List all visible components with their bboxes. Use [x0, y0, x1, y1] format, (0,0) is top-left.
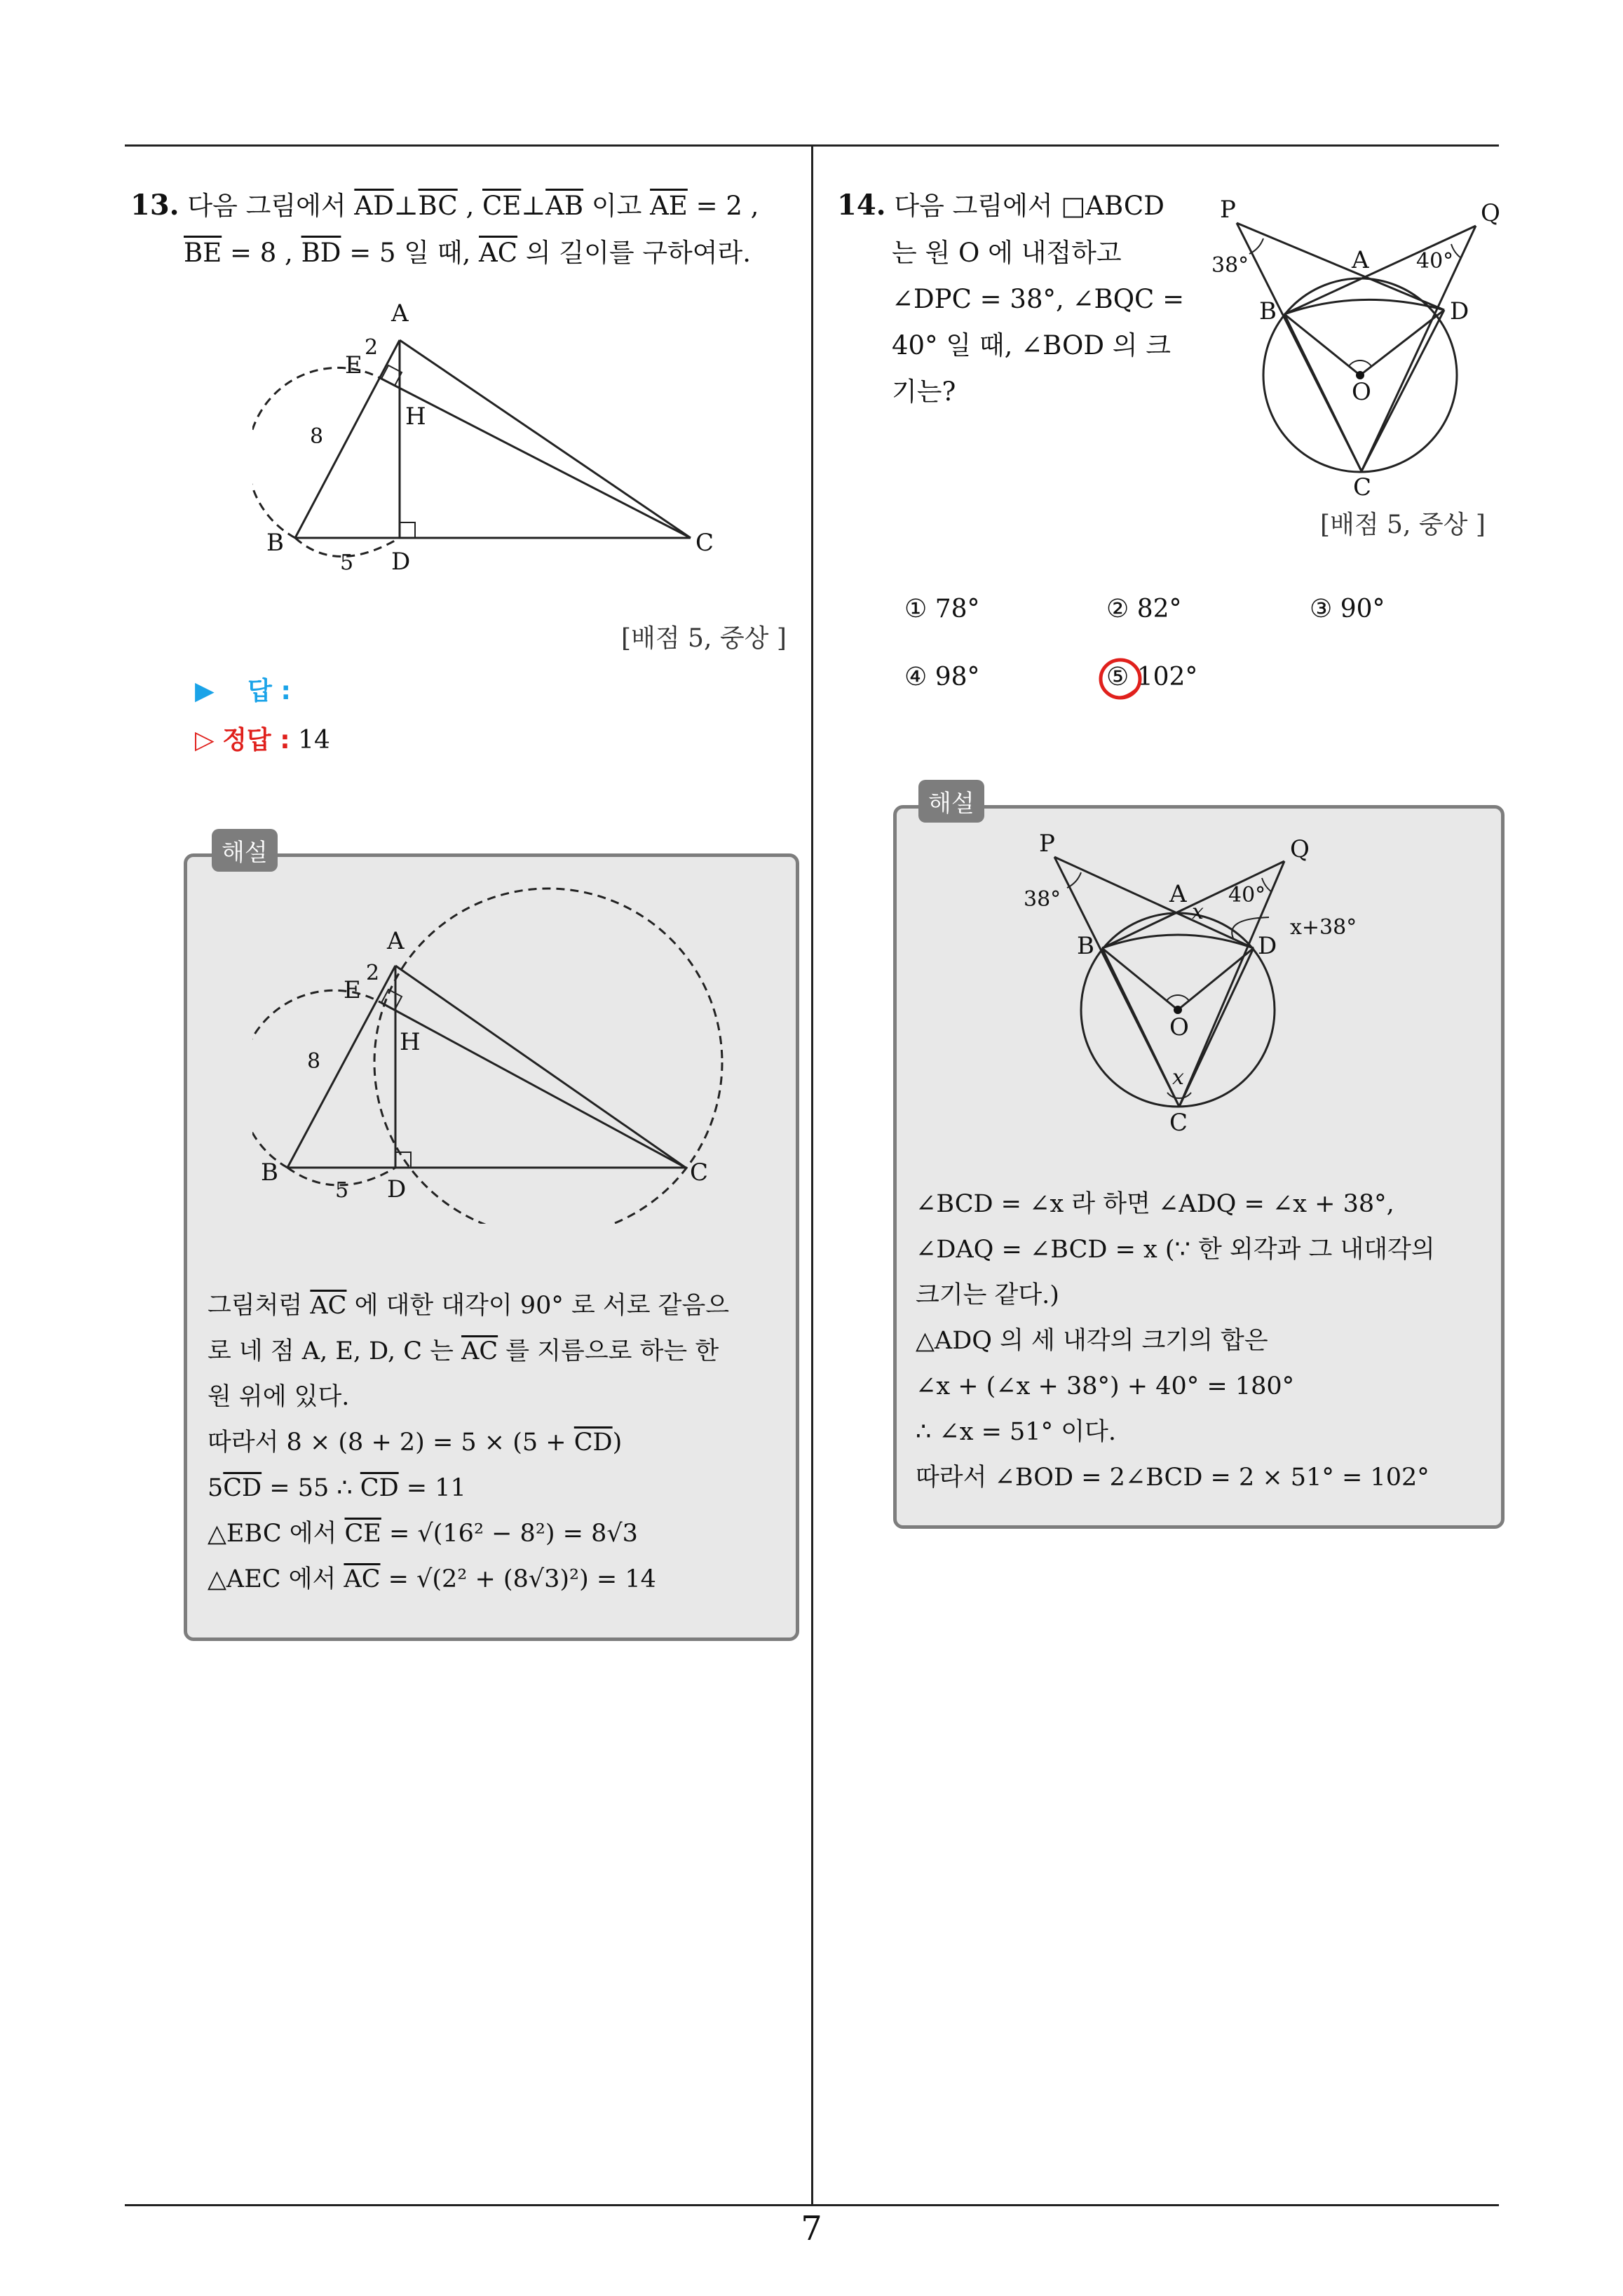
q14-line1: 14. 다음 그림에서 □ABCD	[837, 189, 1164, 222]
q14-label-a: A	[1352, 246, 1369, 274]
q13-sol-line5: $5\overline{CD} = 55$ ∴ $\overline{CD} = 11$	[208, 1474, 466, 1502]
q13-label-2: 2	[365, 335, 379, 360]
q13-sol-circle	[374, 889, 722, 1224]
q13-sol-label-e: E	[344, 976, 361, 1004]
q13-number: 13.	[130, 189, 179, 222]
q13-line2: $\overline{BE} = 8$ , $\overline{BD} = 5$ 일 때, $\overline{AC}$ 의 길이를 구하여라.	[184, 238, 752, 268]
q13-sol-label-c: C	[690, 1159, 709, 1187]
q14-sol-label-x38: x+38°	[1290, 915, 1357, 940]
q14-sol-label-o: O	[1169, 1013, 1189, 1041]
q14-label-o: O	[1352, 378, 1371, 406]
q14-line2: 는 원 O 에 내접하고	[892, 238, 1122, 268]
q13-segment-ac	[400, 340, 691, 538]
q14-number: 14.	[837, 189, 886, 222]
q13-sol-segment-ac	[395, 966, 686, 1168]
q13-answer-label: 답 :	[247, 677, 291, 705]
q13-solution-figure	[252, 873, 757, 1224]
q14-choice-4[interactable]: ④ 98°	[904, 663, 980, 691]
q14-choice-3[interactable]: ③ 90°	[1310, 595, 1385, 623]
q14-sol-line1: ∠BCD = ∠x 라 하면 ∠ADQ = ∠x + 38°,	[916, 1190, 1394, 1218]
q14-sol-line2: ∠DAQ = ∠BCD = x (∵ 한 외각과 그 내대각의	[916, 1236, 1435, 1264]
answer-arrow-icon: ▶	[195, 677, 215, 705]
q14-label-40: 40°	[1416, 249, 1454, 274]
q13-sol-line3: 원 위에 있다.	[208, 1383, 350, 1411]
q13-label-d: D	[391, 548, 411, 576]
q13-label-e: E	[345, 351, 362, 379]
q14-sol-line6: ∴ ∠x = 51° 이다.	[916, 1418, 1116, 1446]
q14-sol-line4: △ADQ 의 세 내각의 크기의 합은	[916, 1327, 1268, 1355]
q13-sol-arc-left	[252, 990, 381, 1168]
q13-sol-label-d: D	[387, 1175, 407, 1203]
q14-score-tag: [배점 5, 중상 ]	[1320, 511, 1486, 539]
q14-sol-angle-mark-o	[1167, 995, 1189, 1001]
q13-line1: 13. 다음 그림에서 $\overline{AD}\perp\overline{BC}$ , $\overline{CE}\perp\overline{AB}$ 이고 $\overline{AE} = 2$ ,	[130, 189, 759, 222]
q14-segment-bo	[1284, 314, 1360, 375]
q14-sol-label-38: 38°	[1024, 887, 1061, 912]
q13-sol-label-h: H	[400, 1028, 421, 1056]
page-number: 7	[801, 2209, 822, 2248]
q13-sol-label-8: 8	[307, 1049, 321, 1074]
q14-choice-1[interactable]: ① 78°	[904, 595, 980, 623]
q13-sol-label-5: 5	[335, 1178, 349, 1203]
q13-label-a: A	[391, 299, 409, 327]
q13-sol-line1: 그림처럼 $\overline{AC}$ 에 대한 대각이 90° 로 서로 같음으	[208, 1292, 730, 1320]
q13-label-8: 8	[310, 424, 324, 449]
q13-answer-row	[195, 671, 291, 707]
bottom-rule	[125, 2204, 1499, 2206]
q14-choice-5[interactable]: ⑤ 102°	[1106, 663, 1198, 691]
q13-sol-label-a: A	[387, 927, 405, 955]
q13-right-angle-d	[400, 522, 415, 538]
q13-label-b: B	[266, 529, 284, 557]
q14-line3: ∠DPC = 38°, ∠BQC =	[892, 284, 1185, 314]
q14-sol-label-p: P	[1039, 830, 1055, 858]
q13-sol-line2: 로 네 점 A, E, D, C 는 $\overline{AC}$ 를 지름으로 하는 한	[208, 1337, 719, 1365]
q14-segment-do	[1360, 310, 1444, 375]
q14-sol-label-a: A	[1169, 880, 1187, 908]
q14-sol-line3: 크기는 같다.)	[916, 1281, 1059, 1309]
correct-arrow-icon: ▷	[195, 726, 215, 755]
q14-solution-figure	[1024, 828, 1416, 1136]
q14-label-p: P	[1220, 196, 1236, 224]
q14-line4: 40° 일 때, ∠BOD 의 크	[892, 330, 1171, 360]
q13-sol-line4: 따라서 $8 \times (8 + 2) = 5 \times (5 + \overline{CD})$	[208, 1429, 623, 1457]
q13-correct-label: 정답 :	[222, 726, 290, 755]
q14-label-d: D	[1450, 297, 1469, 325]
q14-sol-label-x-bottom: x	[1172, 1065, 1184, 1090]
q14-label-b: B	[1259, 297, 1277, 325]
q13-sol-segment-ce	[381, 1003, 686, 1168]
q14-label-38: 38°	[1211, 253, 1249, 278]
q13-correct-value: 14	[298, 726, 330, 755]
q14-sol-label-c: C	[1169, 1109, 1188, 1136]
q13-correct-row	[195, 720, 330, 756]
q14-choice-2[interactable]: ② 82°	[1106, 595, 1182, 623]
q14-sol-label-b: B	[1077, 932, 1094, 960]
q14-chord-ba	[1284, 299, 1444, 314]
q14-label-c: C	[1353, 473, 1372, 498]
q14-angle-mark-o	[1349, 360, 1371, 366]
q13-sol-line7: △AEC 에서 $\overline{AC} = √(2^2 + (8√3)^2) = 14$	[208, 1565, 656, 1593]
q14-sol-angle-mark-c	[1167, 1093, 1191, 1098]
column-divider	[811, 144, 813, 2206]
q13-solution-tag: 해설	[212, 829, 278, 872]
q13-label-c: C	[695, 529, 714, 557]
q14-sol-label-d: D	[1258, 932, 1277, 960]
q13-triangle-figure	[252, 295, 743, 589]
q14-sol-label-x-top: x	[1192, 900, 1204, 924]
q14-correct-circle-mark	[1094, 652, 1150, 708]
q13-label-5: 5	[340, 551, 354, 575]
q14-label-q: Q	[1481, 199, 1500, 227]
q13-sol-label-2: 2	[366, 961, 380, 985]
q14-sol-label-q: Q	[1290, 835, 1310, 863]
q14-sol-label-40: 40°	[1228, 883, 1266, 907]
q14-segment-dc	[1361, 310, 1444, 471]
q14-solution-tag: 해설	[918, 780, 984, 823]
q13-arc-left	[252, 367, 381, 538]
q14-sol-line5: ∠x + (∠x + 38°) + 40° = 180°	[916, 1372, 1295, 1400]
q13-label-h: H	[405, 403, 426, 431]
q13-sol-label-b: B	[261, 1159, 278, 1187]
q13-segment-ce	[381, 379, 691, 538]
q13-score-tag: [배점 5, 중상 ]	[621, 624, 787, 653]
q14-circle-figure	[1206, 189, 1500, 498]
q13-sol-line6: △EBC 에서 $\overline{CE} = √(16^2 - 8^2) = 8√3$	[208, 1520, 638, 1548]
q14-line5: 기는?	[892, 377, 956, 407]
q14-sol-line7: 따라서 ∠BOD = 2∠BCD = 2 × 51° = 102°	[916, 1464, 1430, 1492]
